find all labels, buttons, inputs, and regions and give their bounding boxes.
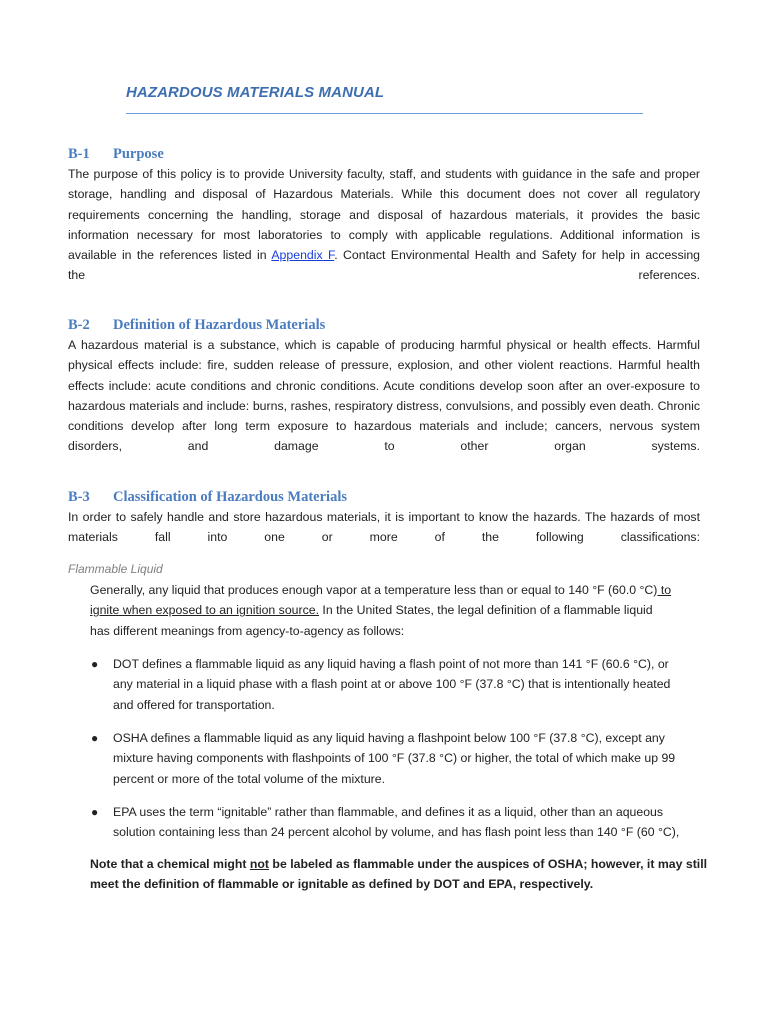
- section-number: B-2: [68, 317, 90, 333]
- text-fragment: Generally, any liquid that produces enough vapor at a temperature less than or equal to 140 °F (60.0 °C): [90, 583, 658, 597]
- section-heading-b3: [68, 489, 347, 506]
- text-line: requirements concerning the handling, storage and disposal of hazardous materials, it provides the basic: [68, 207, 700, 222]
- text-line: storage, handling and disposal of Hazardous Materials. While this document does not cover all regulatory: [68, 187, 700, 202]
- section-title: Purpose: [113, 146, 164, 162]
- flammable-liquid-subheading: Flammable Liquid: [68, 562, 163, 576]
- text-line: mixture having components with flashpoints of 100 °F (37.8 °C) or higher, the total of which make up 99: [113, 751, 676, 766]
- section-number: B-1: [68, 146, 90, 162]
- underlined-text: to: [657, 583, 672, 597]
- text-fragment: In the United States, the legal definition of a flammable liquid: [319, 603, 653, 618]
- text-fragment: available in the references listed in: [68, 248, 272, 263]
- text-line: percent or more of the total volume of the mixture.: [113, 771, 386, 786]
- flammable-intro-paragraph: [90, 580, 700, 641]
- bullet-icon: ●: [91, 805, 99, 819]
- text-line: meet the definition of flammable or ignitable as defined by DOT and EPA, respectively.: [90, 877, 594, 892]
- section-heading-b1: [68, 146, 164, 163]
- section-title: Definition of Hazardous Materials: [113, 317, 326, 333]
- bullet-text: [113, 728, 710, 789]
- bullet-dot-definition: [90, 654, 710, 715]
- text-line: DOT defines a flammable liquid as any liquid having a flash point of not more than 141 °F (60.6 °C), or: [113, 657, 669, 671]
- document-title: HAZARDOUS MATERIALS MANUAL: [126, 84, 385, 101]
- text-line: information necessary for most laboratories to comply with applicable regulations. Additional information is: [68, 227, 700, 242]
- text-line: In order to safely handle and store hazardous materials, it is important to know the hazards. The hazards of most: [68, 510, 700, 524]
- text-line: solution containing less than 24 percent alcohol by volume, and has flash point less than 140 °F (60 °C),: [113, 825, 680, 840]
- text-fragment: be labeled as flammable under the auspices of OSHA; however, it may still: [269, 857, 708, 871]
- section-heading-b2: [68, 317, 325, 334]
- bullet-epa-definition: [90, 802, 710, 843]
- text-line: [90, 854, 710, 874]
- text-fragment: Note that a chemical might: [90, 857, 250, 871]
- text-line: materials fall into one or more of the following classifications:: [68, 530, 700, 545]
- bullet-osha-definition: [90, 728, 710, 789]
- text-line: [90, 600, 700, 620]
- text-line: EPA uses the term “ignitable” rather than flammable, and defines it as a liquid, other than an aqueous: [113, 805, 664, 819]
- text-line: [90, 580, 700, 600]
- text-line: disorders, and damage to other organ systems.: [68, 439, 700, 454]
- bullet-icon: ●: [91, 657, 99, 671]
- bullet-text: [113, 654, 710, 715]
- definition-paragraph: [68, 335, 700, 457]
- bullet-icon: ●: [91, 731, 99, 745]
- underlined-text: not: [249, 857, 270, 871]
- underlined-text: ignite when exposed to an ignition source.: [90, 603, 320, 618]
- section-number: B-3: [68, 489, 90, 505]
- text-line: [68, 245, 700, 265]
- text-line: effects include: acute conditions and chronic conditions. Acute conditions develop soon after an over-exposure to: [68, 378, 700, 393]
- text-line: The purpose of this policy is to provide University faculty, staff, and students with guidance in the safe and proper: [68, 167, 700, 181]
- classification-paragraph: [68, 507, 700, 548]
- text-line: physical effects include: fire, sudden release of pressure, explosion, and other violent reactions. Harmful health: [68, 358, 700, 373]
- text-line: has different meanings from agency-to-agency as follows:: [90, 623, 405, 638]
- osha-note: [90, 854, 710, 895]
- appendix-f-link[interactable]: Appendix F: [271, 248, 335, 263]
- text-line: any material in a liquid phase with a flash point at or above 100 °F (37.8 °C) that is intentionally heated: [113, 677, 671, 692]
- title-divider: [126, 113, 643, 114]
- text-line: and offered for transportation.: [113, 697, 275, 712]
- purpose-paragraph: [68, 164, 700, 286]
- bullet-text: [113, 802, 710, 843]
- text-line: conditions develop after long term exposure to hazardous materials and include; cancers, nervous system: [68, 419, 700, 434]
- text-line: OSHA defines a flammable liquid as any liquid having a flashpoint below 100 °F (37.8 °C), except any: [113, 731, 665, 745]
- text-line: A hazardous material is a substance, which is capable of producing harmful physical or health effects. Harmful: [68, 338, 700, 352]
- text-line: hazardous materials and include: burns, rashes, respiratory distress, convulsions, and possibly even death. Chronic: [68, 398, 700, 413]
- text-fragment: . Contact Environmental Health and Safety for help in accessing: [334, 248, 701, 263]
- section-title: Classification of Hazardous Materials: [113, 489, 347, 505]
- text-line: the references.: [68, 268, 700, 283]
